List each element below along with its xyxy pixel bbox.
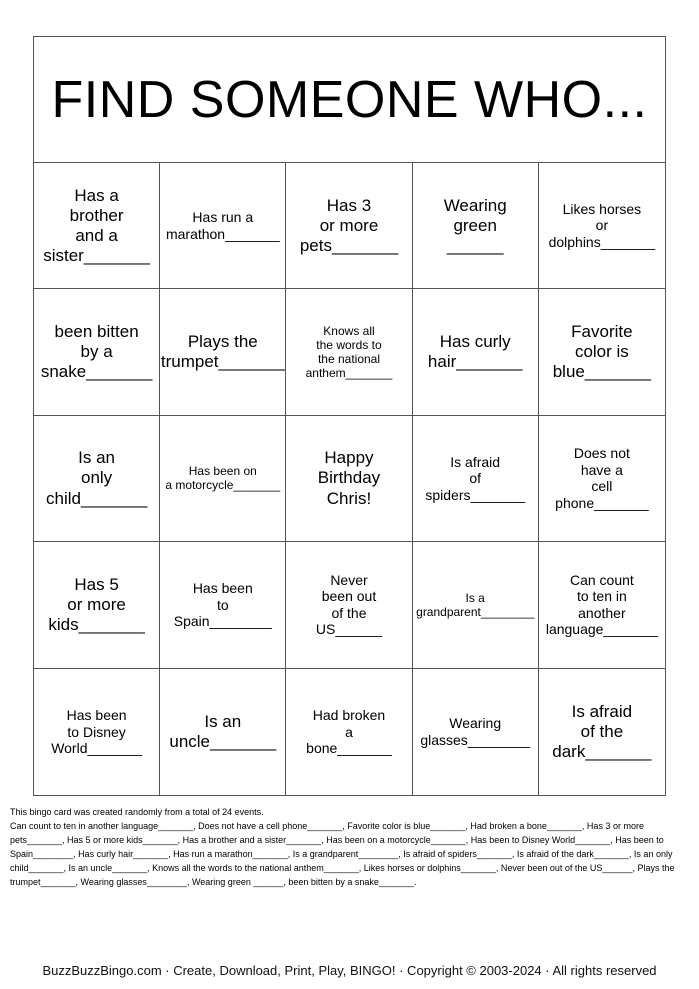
cell-text: Likes horses or dolphins_______ <box>548 200 656 250</box>
cell-text: Is an only child_______ <box>46 448 148 508</box>
bingo-cell <box>286 669 412 795</box>
bingo-cell <box>539 289 665 415</box>
bingo-cell <box>413 542 539 668</box>
bingo-cell <box>34 669 160 795</box>
bingo-card <box>33 36 666 796</box>
cell-text: Has been on a motorcycle_______ <box>165 464 281 493</box>
bingo-cell <box>286 163 412 289</box>
event-list-note <box>10 806 688 890</box>
bingo-cell <box>539 669 665 795</box>
bingo-cell <box>286 542 412 668</box>
cell-text: Is a grandparent________ <box>416 590 535 619</box>
bingo-cell <box>160 542 286 668</box>
bingo-grid <box>34 163 665 795</box>
cell-text: Can count to ten in another language_______ <box>545 571 658 638</box>
bingo-cell <box>34 163 160 289</box>
cell-text: Has a brother and a sister_______ <box>43 185 150 265</box>
event-list-intro: This bingo card was created randomly from a total of 24 events. <box>10 807 264 817</box>
bingo-cell <box>34 416 160 542</box>
card-title: FIND SOMEONE WHO... <box>34 37 665 163</box>
bingo-cell <box>160 416 286 542</box>
cell-text: Wearing green ______ <box>443 195 507 255</box>
bingo-cell <box>539 542 665 668</box>
bingo-cell <box>34 289 160 415</box>
bingo-cell <box>413 416 539 542</box>
cell-text: Has run a marathon_______ <box>165 209 280 242</box>
bingo-cell <box>160 163 286 289</box>
bingo-cell <box>160 289 286 415</box>
bingo-cell <box>413 669 539 795</box>
cell-text: Is afraid of spiders_______ <box>425 453 526 503</box>
cell-text: Never been out of the US______ <box>315 571 383 638</box>
cell-text: Has 3 or more pets_______ <box>299 195 399 255</box>
free-space-cell <box>286 416 412 542</box>
cell-text: Plays the trumpet_______ <box>160 332 285 372</box>
bingo-cell <box>413 163 539 289</box>
cell-text: Had broken a bone_______ <box>306 707 392 757</box>
cell-text: Wearing glasses________ <box>420 715 531 748</box>
cell-text: Has been to Spain________ <box>173 580 272 630</box>
cell-text: Favorite color is blue_______ <box>552 322 652 382</box>
cell-text: Knows all the words to the national anthem_______ <box>305 323 393 381</box>
cell-text: Does not have a cell phone_______ <box>555 445 649 511</box>
cell-text: Has been to Disney World_______ <box>51 707 142 757</box>
bingo-cell <box>34 542 160 668</box>
cell-text: Is an uncle_______ <box>169 711 277 751</box>
cell-text: Is afraid of the dark_______ <box>552 701 652 761</box>
event-list: Can count to ten in another language_______, Does not have a cell phone_______, Favorite color is blue_______, Had broken a bone_______, Has 3 or more pets_______, Has 5 or more kids_______, Has a brother and a sister_______, Has been on a motorcycle_______, Has been to Disney World_______, Has been to Spain________, Has curly hair_______, Has run a marathon_______, Is a grandparent________, Is afraid of spiders_______, Is afraid of the dark_______, Is an only child_______, Is an uncle_______, Knows all the words to the national anthem_______, Likes horses or dolphins_______, Never been out of the US______, Plays the trumpet_______, Wearing glasses________, Wearing green ______, been bitten by a snake_______. <box>10 820 675 887</box>
cell-text: been bitten by a snake_______ <box>40 322 153 382</box>
cell-text: Has curly hair_______ <box>427 332 523 372</box>
bingo-cell <box>286 289 412 415</box>
cell-text: Has 5 or more kids_______ <box>48 574 145 634</box>
bingo-cell <box>539 416 665 542</box>
site-credit: BuzzBuzzBingo.com · Create, Download, Print, Play, BINGO! · Copyright © 2003-2024 · All rights reserved <box>42 963 657 978</box>
bingo-cell <box>539 163 665 289</box>
cell-text: Happy Birthday Chris! <box>317 448 381 508</box>
bingo-cell <box>160 669 286 795</box>
bingo-cell <box>413 289 539 415</box>
